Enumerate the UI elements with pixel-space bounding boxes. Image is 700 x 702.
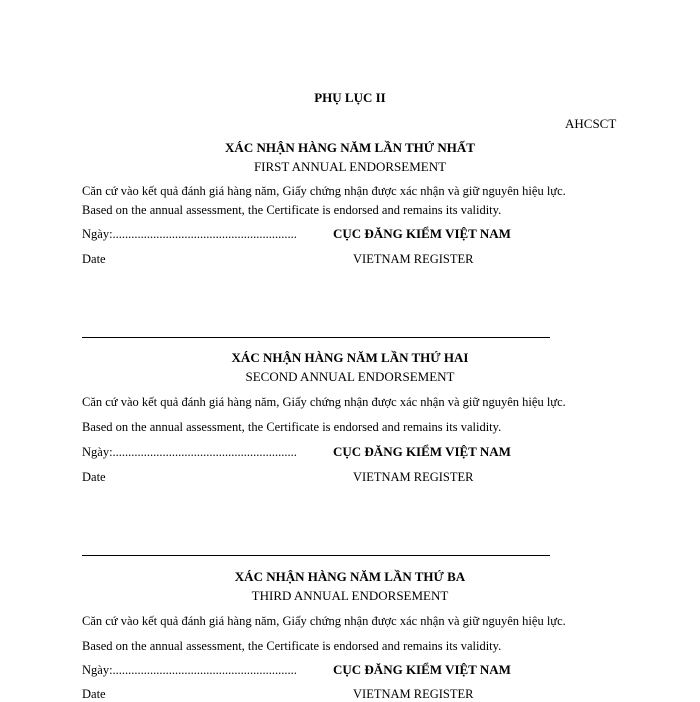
authority-en: VIETNAM REGISTER bbox=[353, 470, 474, 484]
section-text-vi: Căn cứ vào kết quả đánh giá hàng năm, Giấy chứng nhận được xác nhận và giữ nguyên hiệu lực. bbox=[82, 184, 566, 198]
date-label-en: Date bbox=[82, 252, 106, 266]
date-field-vi: Ngày:........................................................... bbox=[82, 663, 297, 677]
section-title-en: SECOND ANNUAL ENDORSEMENT bbox=[245, 369, 455, 384]
authority-vi: CỤC ĐĂNG KIỂM VIỆT NAM bbox=[333, 444, 511, 459]
date-label-en: Date bbox=[82, 687, 106, 701]
section-text-en: Based on the annual assessment, the Certificate is endorsed and remains its validity. bbox=[82, 639, 502, 653]
appendix-title: PHỤ LỤC II bbox=[314, 90, 386, 105]
section-divider bbox=[82, 337, 550, 338]
section-text-en: Based on the annual assessment, the Certificate is endorsed and remains its validity. bbox=[82, 420, 502, 434]
section-title-vi: XÁC NHẬN HÀNG NĂM LẦN THỨ BA bbox=[234, 569, 466, 584]
date-label-en: Date bbox=[82, 470, 106, 484]
section-title-en: FIRST ANNUAL ENDORSEMENT bbox=[253, 159, 447, 174]
date-field-vi: Ngày:........................................................... bbox=[82, 445, 297, 459]
section-text-en: Based on the annual assessment, the Certificate is endorsed and remains its validity. bbox=[82, 203, 502, 217]
section-title-vi: XÁC NHẬN HÀNG NĂM LẦN THỨ NHẤT bbox=[225, 140, 475, 155]
section-text-vi: Căn cứ vào kết quả đánh giá hàng năm, Giấy chứng nhận được xác nhận và giữ nguyên hiệu lực. bbox=[82, 395, 566, 409]
authority-en: VIETNAM REGISTER bbox=[353, 687, 474, 701]
authority-vi: CỤC ĐĂNG KIỂM VIỆT NAM bbox=[333, 662, 511, 677]
section-divider bbox=[82, 555, 550, 556]
section-text-vi: Căn cứ vào kết quả đánh giá hàng năm, Giấy chứng nhận được xác nhận và giữ nguyên hiệu lực. bbox=[82, 614, 566, 628]
section-title-vi: XÁC NHẬN HÀNG NĂM LẦN THỨ HAI bbox=[231, 350, 469, 365]
authority-en: VIETNAM REGISTER bbox=[353, 252, 474, 266]
section-title-en: THIRD ANNUAL ENDORSEMENT bbox=[251, 588, 449, 603]
form-code: AHCSCT bbox=[565, 116, 617, 131]
date-field-vi: Ngày:........................................................... bbox=[82, 227, 297, 241]
authority-vi: CỤC ĐĂNG KIỂM VIỆT NAM bbox=[333, 226, 511, 241]
